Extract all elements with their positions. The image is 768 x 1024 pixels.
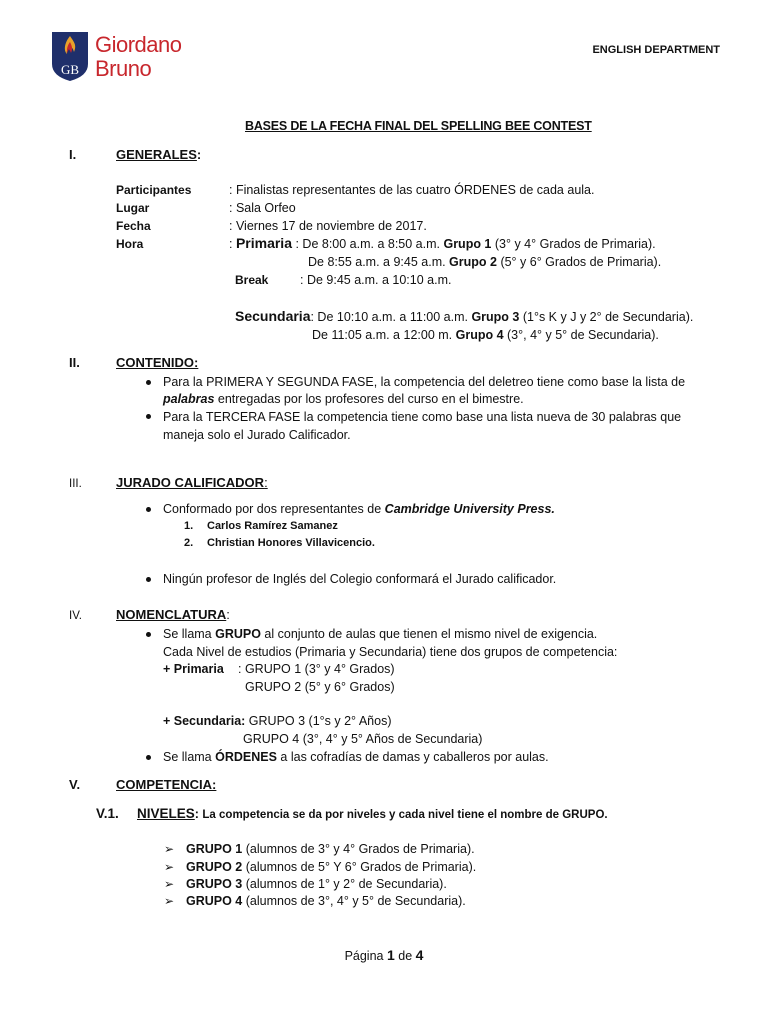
contenido-bullet-1-line2 — [163, 392, 524, 406]
nivel-grupo-3-label: GRUPO 3 — [186, 877, 243, 891]
bullet-icon — [146, 632, 151, 637]
nomenclatura-line-2: Cada Nivel de estudios (Primaria y Secundaria) tiene dos grupos de competencia: — [163, 645, 618, 659]
secundaria-schedule-line1 — [235, 308, 693, 324]
nomen-primaria-label: + Primaria — [163, 662, 224, 676]
secundaria-schedule-line2 — [312, 328, 659, 342]
brand-name-line2: Bruno — [95, 56, 152, 81]
footer-pagina-label: Página — [344, 949, 387, 963]
grupo-2-label: Grupo 2 — [449, 255, 497, 269]
nivel-grupo-4 — [186, 894, 466, 908]
primaria-label: Primaria — [235, 235, 292, 251]
nomen-secundaria-grupo-3: GRUPO 3 (1°s y 2° Años) — [245, 714, 392, 728]
fecha-label: Fecha — [116, 219, 151, 233]
section-2-number: II. — [69, 355, 80, 370]
grupo-2-desc: (5° y 6° Grados de Primaria). — [496, 255, 662, 269]
grupo-1-desc: (3° y 4° Grados de Primaria). — [491, 237, 656, 251]
section-3-number: III. — [69, 478, 82, 490]
nivel-grupo-1 — [186, 842, 475, 856]
palabras-emphasis: palabras — [163, 392, 215, 406]
lugar-value: : Sala Orfeo — [229, 201, 296, 215]
nomenclatura-b2-rest: a las cofradías de damas y caballeros por aulas. — [276, 750, 549, 764]
section-3-heading — [116, 475, 268, 490]
grupo-3-label: Grupo 3 — [471, 310, 520, 324]
lugar-label: Lugar — [116, 201, 150, 215]
nomen-secundaria-line — [163, 714, 391, 728]
subsection-5-1-desc: La competencia se da por niveles y cada nivel tiene el nombre de GRUPO. — [202, 809, 608, 821]
section-5-title: COMPETENCIA: — [116, 777, 217, 792]
jurado-member-1-number: 1. — [184, 520, 194, 532]
nivel-grupo-2-label: GRUPO 2 — [186, 860, 243, 874]
jurado-bullet-2: Ningún profesor de Inglés del Colegio conformará el Jurado calificador. — [163, 572, 557, 586]
hora-colon: : — [229, 237, 236, 251]
section-4-title: NOMENCLATURA — [116, 607, 227, 622]
fecha-value: : Viernes 17 de noviembre de 2017. — [229, 219, 427, 233]
section-1-title: GENERALES — [116, 147, 197, 162]
nivel-grupo-2 — [186, 860, 476, 874]
footer-de-label: de — [394, 949, 416, 963]
contenido-bullet-1-rest: entregadas por los profesores del curso en el bimestre. — [214, 392, 524, 406]
footer-total-pages: 4 — [415, 947, 424, 963]
grupo-3-desc: (1°s K y J y 2° de Secundaria). — [519, 310, 694, 324]
jurado-bullet-1 — [163, 502, 555, 516]
grupo-4-desc: (3°, 4° y 5° de Secundaria). — [503, 328, 659, 342]
section-4-heading — [116, 607, 230, 622]
nivel-grupo-3-desc: (alumnos de 1° y 2° de Secundaria). — [242, 877, 447, 891]
arrow-bullet-icon: ➢ — [164, 894, 175, 908]
contenido-bullet-2-line2: maneja solo el Jurado Calificador. — [163, 428, 351, 442]
page-number-footer — [0, 947, 768, 963]
grupo-1-label: Grupo 1 — [443, 237, 492, 251]
nomenclatura-b1-rest: al conjunto de aulas que tienen el mismo nivel de exigencia. — [260, 627, 598, 641]
primaria-time-2: De 8:55 a.m. a 9:45 a.m. — [308, 255, 450, 269]
subsection-5-1-title: NIVELES — [137, 806, 195, 821]
nivel-grupo-1-label: GRUPO 1 — [186, 842, 243, 856]
nomen-primaria-grupo-2: GRUPO 2 (5° y 6° Grados) — [245, 680, 395, 694]
bullet-icon — [146, 577, 151, 582]
nomenclatura-bullet-1 — [163, 627, 597, 641]
ordenes-term: ÓRDENES — [215, 750, 277, 764]
contenido-bullet-1-line1: Para la PRIMERA Y SEGUNDA FASE, la competencia del deletreo tiene como base la lista de — [163, 375, 686, 389]
school-logo — [50, 28, 200, 84]
document-title: BASES DE LA FECHA FINAL DEL SPELLING BEE CONTEST — [245, 119, 592, 133]
arrow-bullet-icon: ➢ — [164, 860, 175, 874]
section-3-title: JURADO CALIFICADOR — [116, 475, 265, 490]
footer-current-page: 1 — [386, 947, 395, 963]
section-1-heading — [116, 147, 201, 162]
secundaria-time-2: De 11:05 a.m. a 12:00 m. — [312, 328, 456, 342]
nomenclatura-b1-pre: Se llama — [163, 627, 216, 641]
primaria-schedule-line1 — [229, 235, 656, 251]
bullet-icon — [146, 380, 151, 385]
participantes-value: : Finalistas representantes de las cuatro ÓRDENES de cada aula. — [229, 183, 595, 197]
primaria-time-1: : De 8:00 a.m. a 8:50 a.m. — [292, 237, 444, 251]
subsection-5-1-number: V.1. — [96, 806, 119, 821]
bullet-icon — [146, 507, 151, 512]
section-1-colon: : — [196, 147, 202, 162]
jurado-member-1: Carlos Ramírez Samanez — [207, 520, 338, 532]
nomen-primaria-grupo-1: : GRUPO 1 (3° y 4° Grados) — [238, 662, 395, 676]
bullet-icon — [146, 755, 151, 760]
logo-letters: GB — [60, 62, 80, 77]
contenido-bullet-2-line1: Para la TERCERA FASE la competencia tiene como base una lista nueva de 30 palabras que — [163, 410, 682, 424]
nomen-secundaria-grupo-4: GRUPO 4 (3°, 4° y 5° Años de Secundaria) — [243, 732, 483, 746]
jurado-bullet-1-text: Conformado por dos representantes de — [163, 502, 385, 516]
section-5-number: V. — [69, 777, 81, 792]
section-2-title: CONTENIDO: — [116, 355, 199, 370]
section-4-number: IV. — [69, 610, 83, 622]
section-4-colon: : — [226, 607, 230, 622]
arrow-bullet-icon: ➢ — [164, 877, 175, 891]
break-label: Break — [235, 273, 269, 287]
nivel-grupo-3 — [186, 877, 447, 891]
subsection-5-1-colon: : — [194, 807, 203, 821]
nomenclatura-b2-pre: Se llama — [163, 750, 216, 764]
nivel-grupo-4-desc: (alumnos de 3°, 4° y 5° de Secundaria). — [242, 894, 466, 908]
arrow-bullet-icon: ➢ — [164, 842, 175, 856]
section-3-colon: : — [264, 475, 268, 490]
nomen-secundaria-label: + Secundaria: — [163, 714, 246, 728]
break-value: : De 9:45 a.m. a 10:10 a.m. — [300, 273, 452, 287]
secundaria-label: Secundaria — [235, 308, 311, 324]
nivel-grupo-1-desc: (alumnos de 3° y 4° Grados de Primaria). — [242, 842, 475, 856]
jurado-member-2-number: 2. — [184, 537, 194, 549]
department-label: ENGLISH DEPARTMENT — [592, 44, 720, 56]
nivel-grupo-4-label: GRUPO 4 — [186, 894, 243, 908]
brand-name-line1: Giordano — [95, 32, 182, 57]
jurado-member-2: Christian Honores Villavicencio. — [207, 537, 375, 549]
grupo-4-label: Grupo 4 — [455, 328, 504, 342]
bullet-icon — [146, 414, 151, 419]
secundaria-time-1: : De 10:10 a.m. a 11:00 a.m. — [310, 310, 472, 324]
hora-label: Hora — [116, 237, 144, 251]
cambridge-emphasis: Cambridge University Press. — [384, 502, 555, 516]
grupo-term: GRUPO — [215, 627, 261, 641]
subsection-5-1-heading — [137, 806, 608, 821]
flame-shield-icon — [50, 28, 90, 82]
primaria-schedule-line2 — [308, 255, 661, 269]
nivel-grupo-2-desc: (alumnos de 5° Y 6° Grados de Primaria). — [242, 860, 477, 874]
participantes-label: Participantes — [116, 183, 192, 197]
nomenclatura-bullet-2 — [163, 750, 549, 764]
section-1-number: I. — [69, 147, 77, 162]
